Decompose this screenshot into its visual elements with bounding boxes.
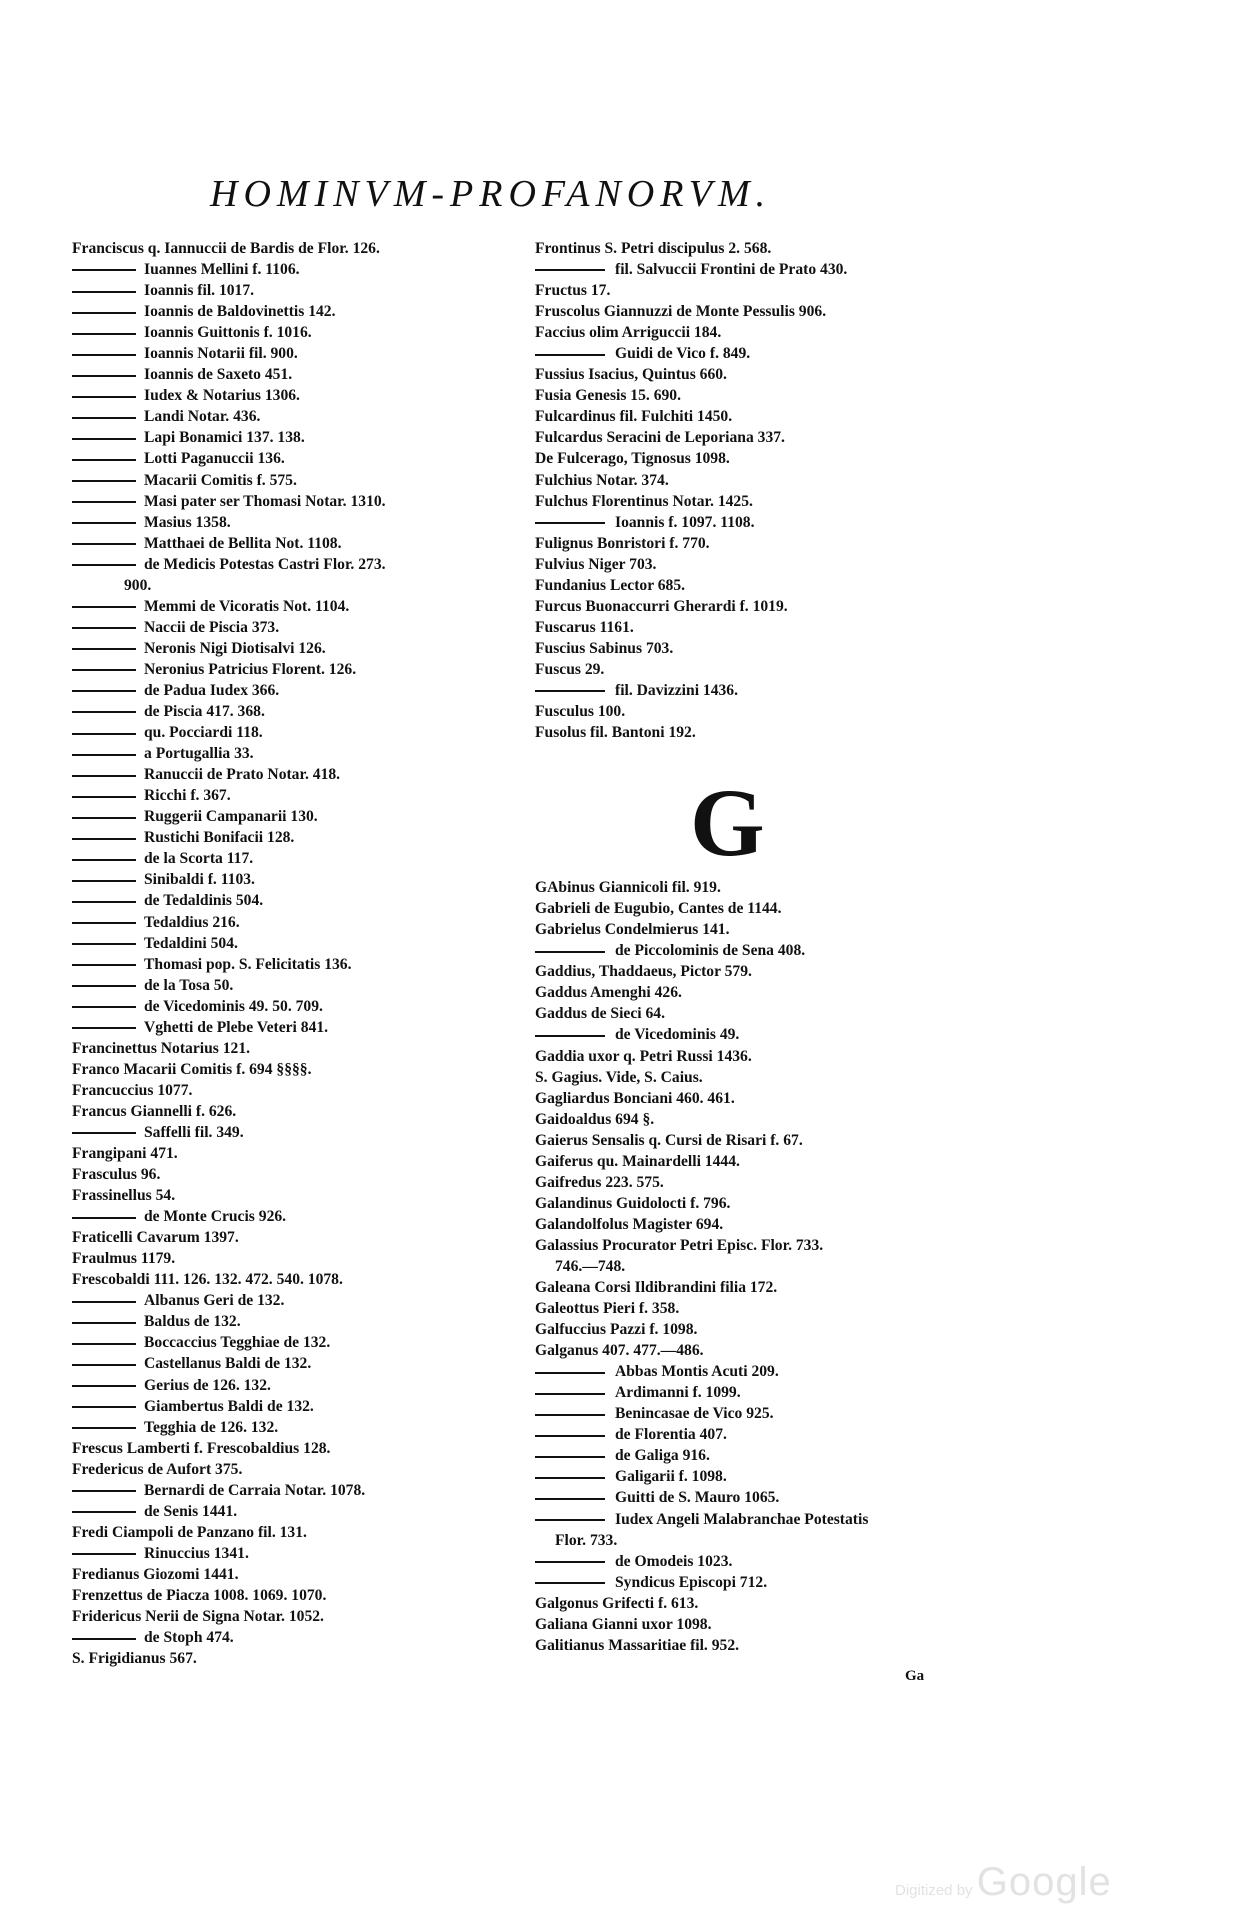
index-entry: Gerius de 126. 132. <box>72 1375 512 1396</box>
index-entry: fil. Salvuccii Frontini de Prato 430. <box>535 259 975 280</box>
index-entry: Frenzettus de Piacza 1008. 1069. 1070. <box>72 1587 327 1604</box>
left-column <box>72 238 512 1669</box>
index-entry: de Omodeis 1023. <box>535 1551 975 1572</box>
index-entry: Ioannis fil. 1017. <box>72 280 512 301</box>
f-entries <box>535 238 975 743</box>
index-entry: Galitianus Massaritiae fil. 952. <box>535 1636 740 1654</box>
index-entry: Tedaldini 504. <box>72 933 512 954</box>
index-entry: de Vicedominis 49. 50. 709. <box>72 996 512 1017</box>
index-entry: Frescus Lamberti f. Frescobaldius 128. <box>72 1439 331 1457</box>
index-entry: Galeana Corsi Ildibrandini filia 172. <box>535 1279 778 1297</box>
index-entry: Fulignus Bonristori f. 770. <box>535 534 710 552</box>
index-entry: Gaddus de Sieci 64. <box>535 1005 665 1023</box>
index-entry: Ranuccii de Prato Notar. 418. <box>72 764 512 785</box>
index-entry: de Vicedominis 49. <box>535 1024 975 1045</box>
catchword: Ga <box>905 1668 925 1684</box>
index-entry: Galiana Gianni uxor 1098. <box>535 1615 712 1633</box>
index-entry: Frontinus S. Petri discipulus 2. 568. <box>535 240 772 257</box>
index-entry: Fredericus de Aufort 375. <box>72 1460 243 1478</box>
index-entry: Fusculus 100. <box>535 703 626 721</box>
index-entry: de Galiga 916. <box>535 1445 975 1466</box>
watermark-brand: Google <box>976 1860 1112 1904</box>
index-entry: Gaddus Amenghi 426. <box>535 984 682 1002</box>
watermark-prefix: Digitized by <box>895 1882 973 1899</box>
index-entry: De Fulcerago, Tignosus 1098. <box>535 450 730 468</box>
index-entry: Saffelli fil. 349. <box>72 1122 512 1143</box>
index-entry: Gaiferus qu. Mainardelli 1444. <box>535 1152 740 1170</box>
index-entry: Francus Giannelli f. 626. <box>72 1102 237 1120</box>
index-entry: de la Scorta 117. <box>72 848 512 869</box>
index-entry: Galassius Procurator Petri Episc. Flor. 733. <box>535 1236 824 1254</box>
index-entry: Lotti Paganuccii 136. <box>72 448 512 469</box>
index-entry: Ioannis Notarii fil. 900. <box>72 343 512 364</box>
index-entry: Galgonus Grifecti f. 613. <box>535 1594 699 1612</box>
index-entry: Ricchi f. 367. <box>72 785 512 806</box>
index-entry: Abbas Montis Acuti 209. <box>535 1361 975 1382</box>
index-entry: de Medicis Potestas Castri Flor. 273. <box>72 554 512 575</box>
index-entry: Francuccius 1077. <box>72 1081 193 1099</box>
index-entry: 746.—748. <box>555 1257 626 1275</box>
index-entry: Masi pater ser Thomasi Notar. 1310. <box>72 491 512 512</box>
index-entry: Fredianus Giozomi 1441. <box>72 1565 239 1583</box>
index-entry: a Portugallia 33. <box>72 743 512 764</box>
index-entry: Francinettus Notarius 121. <box>72 1039 251 1057</box>
index-entry: de Piccolominis de Sena 408. <box>535 940 975 961</box>
index-entry: Gabrielus Condelmierus 141. <box>535 921 730 939</box>
index-entry: Fulchus Florentinus Notar. 1425. <box>535 492 753 510</box>
index-entry: Gaifredus 223. 575. <box>535 1173 664 1191</box>
index-entry: Benincasae de Vico 925. <box>535 1403 975 1424</box>
index-entry: qu. Pocciardi 118. <box>72 722 512 743</box>
index-entry: Fraticelli Cavarum 1397. <box>72 1229 239 1247</box>
index-entry: Naccii de Piscia 373. <box>72 617 512 638</box>
index-entry: Albanus Geri de 132. <box>72 1290 512 1311</box>
index-entry: Fruscolus Giannuzzi de Monte Pessulis 906. <box>535 303 827 321</box>
index-entry: Ioannis de Baldovinettis 142. <box>72 301 512 322</box>
index-entry: Fructus 17. <box>535 282 611 300</box>
index-entry: Iuannes Mellini f. 1106. <box>72 259 512 280</box>
index-entry: Faccius olim Arriguccii 184. <box>535 324 722 342</box>
index-entry: S. Frigidianus 567. <box>72 1650 197 1668</box>
index-entry: Ioannis de Saxeto 451. <box>72 364 512 385</box>
index-entry: Rustichi Bonifacii 128. <box>72 827 512 848</box>
index-entry: Masius 1358. <box>72 512 512 533</box>
index-entry: Syndicus Episcopi 712. <box>535 1572 975 1593</box>
index-entry: Ardimanni f. 1099. <box>535 1382 975 1403</box>
index-entry: Matthaei de Bellita Not. 1108. <box>72 533 512 554</box>
index-entry: de Stoph 474. <box>72 1627 512 1648</box>
index-entry: Fulvius Niger 703. <box>535 555 657 573</box>
index-entry: Iudex & Notarius 1306. <box>72 385 512 406</box>
index-entry: Fraulmus 1179. <box>72 1250 176 1268</box>
index-entry: Macarii Comitis f. 575. <box>72 470 512 491</box>
index-entry: Memmi de Vicoratis Not. 1104. <box>72 596 512 617</box>
index-entry: fil. Davizzini 1436. <box>535 680 975 701</box>
index-entry: Tegghia de 126. 132. <box>72 1417 512 1438</box>
index-entry: de la Tosa 50. <box>72 975 512 996</box>
index-entry: Fulchius Notar. 374. <box>535 471 669 489</box>
index-entry: Flor. 733. <box>555 1531 618 1549</box>
index-entry: de Senis 1441. <box>72 1501 512 1522</box>
index-entry: Bernardi de Carraia Notar. 1078. <box>72 1480 512 1501</box>
index-entry: Guitti de S. Mauro 1065. <box>535 1487 975 1508</box>
section-letter: G <box>690 769 765 877</box>
index-entry: Lapi Bonamici 137. 138. <box>72 427 512 448</box>
index-entry: de Florentia 407. <box>535 1424 975 1445</box>
index-entry: Fusolus fil. Bantoni 192. <box>535 724 696 742</box>
index-entry: Fridericus Nerii de Signa Notar. 1052. <box>72 1608 324 1626</box>
index-entry: Giambertus Baldi de 132. <box>72 1396 512 1417</box>
index-entry: Fuscius Sabinus 703. <box>535 639 674 657</box>
index-entry: Ioannis Guittonis f. 1016. <box>72 322 512 343</box>
index-entry: Fundanius Lector 685. <box>535 576 686 594</box>
index-entry: Frassinellus 54. <box>72 1187 176 1205</box>
index-entry: Gaddius, Thaddaeus, Pictor 579. <box>535 963 752 981</box>
index-entry: Frescobaldi 111. 126. 132. 472. 540. 1078. <box>72 1271 343 1289</box>
index-entry: Neronius Patricius Florent. 126. <box>72 659 512 680</box>
index-entry: Guidi de Vico f. 849. <box>535 343 975 364</box>
index-entry: Galandolfolus Magister 694. <box>535 1215 724 1233</box>
index-entry: Iudex Angeli Malabranchae Potestatis <box>535 1509 975 1530</box>
index-entry: Gagliardus Bonciani 460. 461. <box>535 1089 735 1107</box>
index-entry: Galganus 407. 477.—486. <box>535 1342 704 1360</box>
index-entry: Gaidoaldus 694 §. <box>535 1110 655 1128</box>
index-entry: Fuscus 29. <box>535 660 605 678</box>
index-entry: Furcus Buonaccurri Gherardi f. 1019. <box>535 597 788 615</box>
right-column <box>535 238 975 1656</box>
index-entry: de Monte Crucis 926. <box>72 1206 512 1227</box>
index-entry: 900. <box>124 576 152 594</box>
index-entry: Thomasi pop. S. Felicitatis 136. <box>72 954 512 975</box>
index-entry: Landi Notar. 436. <box>72 406 512 427</box>
index-entry: Gaierus Sensalis q. Cursi de Risari f. 67. <box>535 1131 803 1149</box>
index-entry: Baldus de 132. <box>72 1311 512 1332</box>
g-entries <box>535 877 975 1656</box>
page-title: HOMINVM-PROFANORVM. <box>210 173 772 215</box>
index-entry: Gaddia uxor q. Petri Russi 1436. <box>535 1047 752 1065</box>
index-entry: Galeottus Pieri f. 358. <box>535 1300 680 1318</box>
index-entry: Fusia Genesis 15. 690. <box>535 387 681 405</box>
index-entry: Boccaccius Tegghiae de 132. <box>72 1332 512 1353</box>
index-entry: Frasculus 96. <box>72 1166 161 1184</box>
index-entry: de Padua Iudex 366. <box>72 680 512 701</box>
index-entry: Franciscus q. Iannuccii de Bardis de Flor. 126. <box>72 240 380 257</box>
index-entry: Fulcardinus fil. Fulchiti 1450. <box>535 408 733 426</box>
index-entry: Ruggerii Campanarii 130. <box>72 806 512 827</box>
index-entry: Franco Macarii Comitis f. 694 §§§§. <box>72 1060 312 1078</box>
index-entry: Galandinus Guidolocti f. 796. <box>535 1194 731 1212</box>
index-entry: Castellanus Baldi de 132. <box>72 1353 512 1374</box>
index-entry: de Tedaldinis 504. <box>72 890 512 911</box>
index-entry: Tedaldius 216. <box>72 912 512 933</box>
index-entry: Frangipani 471. <box>72 1145 178 1163</box>
index-entry: Gabrieli de Eugubio, Cantes de 1144. <box>535 900 782 918</box>
index-entry: Sinibaldi f. 1103. <box>72 869 512 890</box>
index-entry: Rinuccius 1341. <box>72 1543 512 1564</box>
index-entry: Galigarii f. 1098. <box>535 1466 975 1487</box>
index-entry: Neronis Nigi Diotisalvi 126. <box>72 638 512 659</box>
index-entry: de Piscia 417. 368. <box>72 701 512 722</box>
index-entry: Vghetti de Plebe Veteri 841. <box>72 1017 512 1038</box>
index-entry: Ioannis f. 1097. 1108. <box>535 512 975 533</box>
index-entry: Fredi Ciampoli de Panzano fil. 131. <box>72 1523 307 1541</box>
index-entry: S. Gagius. Vide, S. Caius. <box>535 1068 703 1086</box>
index-entry: Galfuccius Pazzi f. 1098. <box>535 1321 698 1339</box>
google-watermark <box>895 1860 1112 1905</box>
index-entry: Fuscarus 1161. <box>535 618 634 636</box>
index-entry: Fulcardus Seracini de Leporiana 337. <box>535 429 785 447</box>
index-entry: Fussius Isacius, Quintus 660. <box>535 366 727 384</box>
index-entry: GAbinus Giannicoli fil. 919. <box>535 879 721 897</box>
